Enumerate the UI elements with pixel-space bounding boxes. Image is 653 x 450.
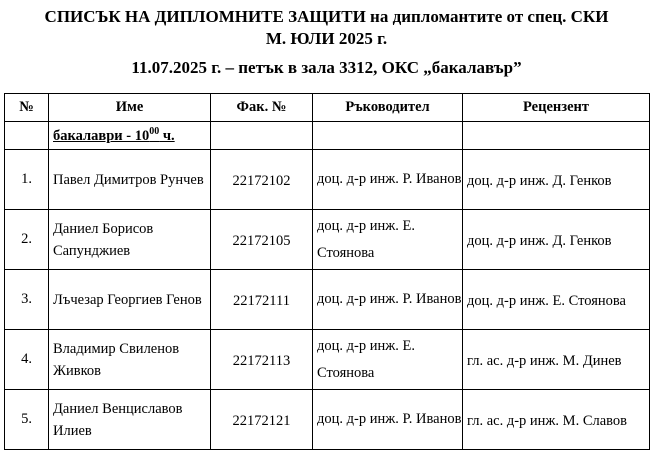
supervisor: доц. д-р инж. Е. Стоянова (313, 210, 463, 270)
faculty-number: 22172121 (211, 390, 313, 450)
supervisor: доц. д-р инж. Р. Иванов (313, 270, 463, 330)
table-row (5, 210, 650, 270)
row-number: 3. (5, 270, 49, 330)
faculty-number: 22172102 (211, 150, 313, 210)
row-number: 5. (5, 390, 49, 450)
faculty-number: 22172113 (211, 330, 313, 390)
row-number: 2. (5, 210, 49, 270)
group-cell-empty (313, 122, 463, 150)
column-header-reviewer: Рецензент (463, 94, 650, 122)
reviewer: гл. ас. д-р инж. М. Славов (463, 390, 650, 450)
group-label-cell (49, 122, 211, 150)
student-name: Даниел Венциславов Илиев (49, 390, 211, 450)
document-title: СПИСЪК НА ДИПЛОМНИТЕ ЗАЩИТИ на дипломантите от спец. СКИ (44, 7, 609, 26)
student-name: Владимир Свиленов Живков (49, 330, 211, 390)
student-name: Даниел Борисов Сапунджиев (49, 210, 211, 270)
faculty-number: 22172111 (211, 270, 313, 330)
table-row (5, 270, 650, 330)
supervisor: доц. д-р инж. Р. Иванов (313, 390, 463, 450)
column-header-name: Име (49, 94, 211, 122)
group-time-suffix: ч. (159, 127, 175, 144)
student-name: Павел Димитров Рунчев (49, 150, 211, 210)
supervisor: доц. д-р инж. Р. Иванов (313, 150, 463, 210)
student-name: Лъчезар Георгиев Генов (49, 270, 211, 330)
column-header-faculty-number: Фак. № (211, 94, 313, 122)
defense-schedule-table (4, 93, 650, 450)
table-header-row (5, 94, 650, 122)
table-row (5, 150, 650, 210)
reviewer: доц. д-р инж. Д. Генков (463, 210, 650, 270)
group-label (49, 128, 175, 144)
document-subtitle: М. ЮЛИ 2025 г. (265, 29, 388, 48)
table-row (5, 330, 650, 390)
group-time-sup: 00 (149, 126, 160, 138)
column-header-number: № (5, 94, 49, 122)
group-cell-empty (211, 122, 313, 150)
session-info: 11.07.2025 г. – петък в зала 3312, ОКС „бакалавър” (131, 58, 522, 77)
row-number: 1. (5, 150, 49, 210)
reviewer: доц. д-р инж. Е. Стоянова (463, 270, 650, 330)
group-cell-empty (5, 122, 49, 150)
group-cell-empty (463, 122, 650, 150)
column-header-supervisor: Ръководител (313, 94, 463, 122)
group-row (5, 122, 650, 150)
table-row (5, 390, 650, 450)
reviewer: гл. ас. д-р инж. М. Динев (463, 330, 650, 390)
faculty-number: 22172105 (211, 210, 313, 270)
row-number: 4. (5, 330, 49, 390)
reviewer: доц. д-р инж. Д. Генков (463, 150, 650, 210)
supervisor: доц. д-р инж. Е. Стоянова (313, 330, 463, 390)
group-label-text: бакалаври - 10 (53, 127, 150, 144)
